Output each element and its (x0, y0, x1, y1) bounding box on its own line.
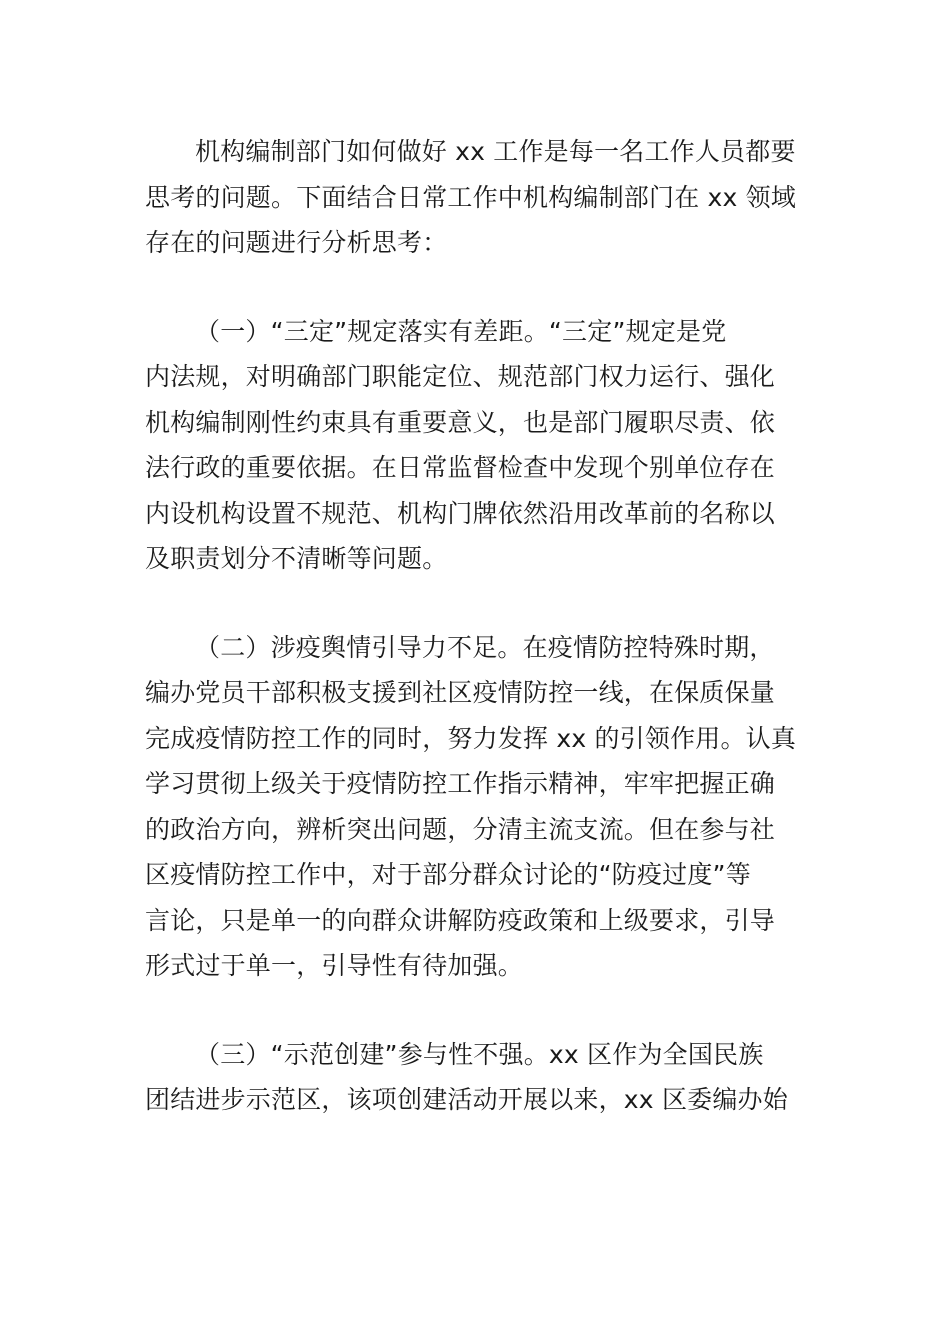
text-line: （一）“三定”规定落实有差距。“三定”规定是党 (195, 316, 727, 346)
text-line: 存在的问题进行分析思考： (145, 228, 448, 257)
text-line: （三）“示范创建”参与性不强。xx 区作为全国民族 (195, 1039, 764, 1069)
paragraph-section-1 (145, 309, 805, 582)
text-line: （二）涉疫舆情引导力不足。在疫情防控特殊时期， (195, 632, 775, 662)
text-line: 区疫情防控工作中，对于部分群众讨论的“防疫过度”等 (145, 860, 751, 889)
text-line: 形式过于单一，引导性有待加强。 (145, 951, 524, 980)
text-line: 法行政的重要依据。在日常监督检查中发现个别单位存在 (145, 453, 776, 482)
text-line: 内法规，对明确部门职能定位、规范部门权力运行、强化 (145, 362, 776, 391)
text-line: 完成疫情防控工作的同时，努力发挥 xx 的引领作用。认真 (145, 723, 797, 753)
text-line: 学习贯彻上级关于疫情防控工作指示精神，牢牢把握正确 (145, 769, 776, 798)
paragraph-intro (145, 129, 805, 266)
text-line: 内设机构设置不规范、机构门牌依然沿用改革前的名称以 (145, 498, 776, 528)
document-body (145, 129, 805, 1166)
paragraph-section-3 (145, 1032, 805, 1123)
paragraph-section-2 (145, 625, 805, 989)
text-line: 团结进步示范区，该项创建活动开展以来，xx 区委编办始 (145, 1085, 788, 1114)
text-line: 机构编制部门如何做好 xx 工作是每一名工作人员都要 (195, 137, 796, 166)
text-line: 编办党员干部积极支援到社区疫情防控一线，在保质保量 (145, 678, 776, 707)
text-line: 机构编制刚性约束具有重要意义，也是部门履职尽责、依 (145, 407, 776, 437)
text-line: 言论，只是单一的向群众讲解防疫政策和上级要求，引导 (145, 905, 776, 935)
text-line: 的政治方向，辨析突出问题，分清主流支流。但在参与社 (145, 814, 776, 844)
text-line: 思考的问题。下面结合日常工作中机构编制部门在 xx 领域 (145, 182, 797, 212)
text-line: 及职责划分不清晰等问题。 (145, 544, 448, 573)
